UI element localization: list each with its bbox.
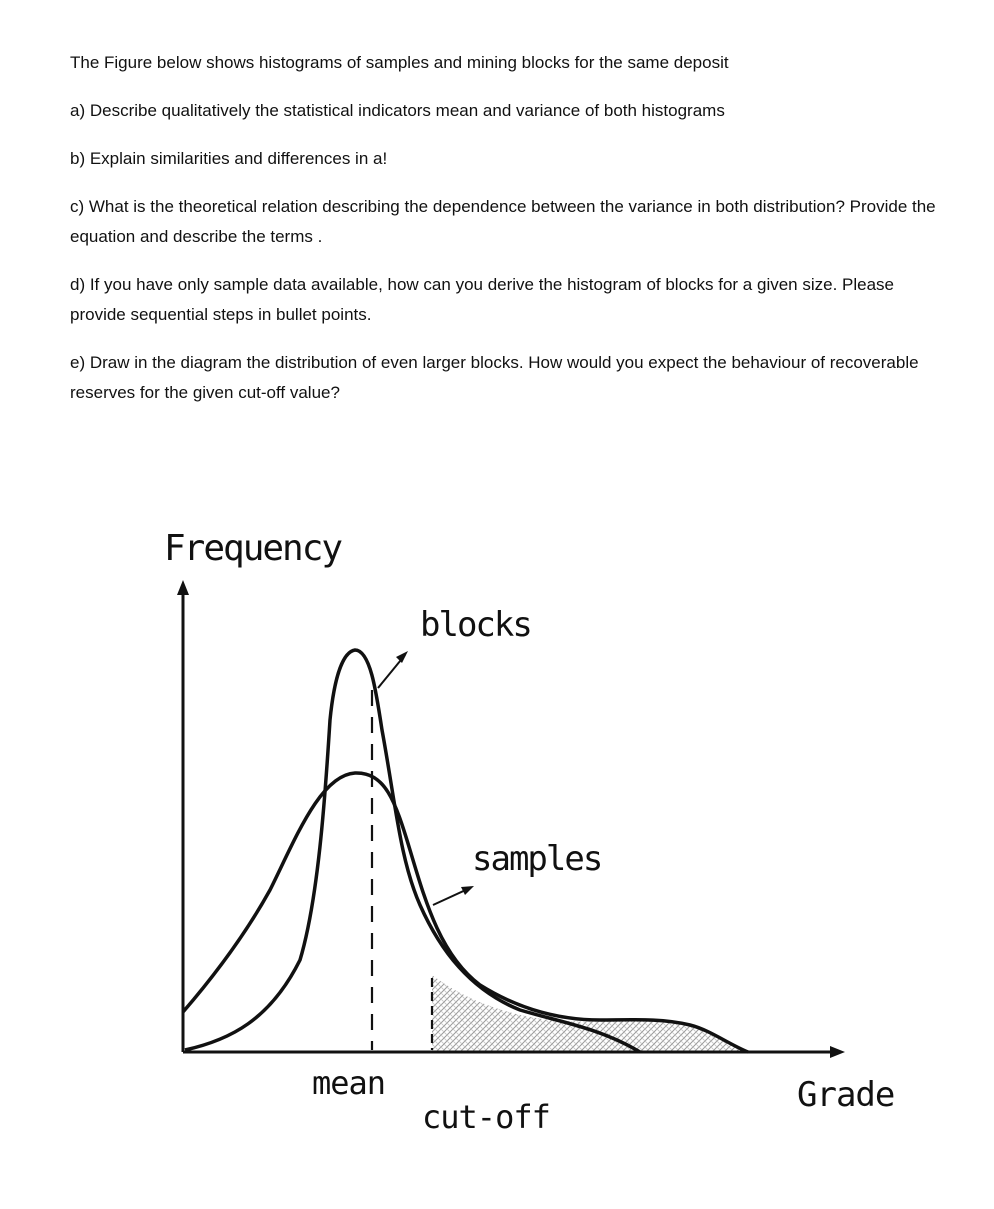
y-axis-arrow — [177, 580, 189, 595]
cutoff-label: cut-off — [422, 1098, 550, 1136]
x-axis-arrow — [830, 1046, 845, 1058]
blocks-label: blocks — [420, 605, 531, 645]
question-c: c) What is the theoretical relation describing the dependence between the variance in both distribution? Provide the equation and describe the terms . — [70, 197, 936, 246]
question-b: b) Explain similarities and differences in a! — [70, 149, 388, 168]
y-axis-label: Frequency — [164, 528, 342, 569]
question-e: e) Draw in the diagram the distribution of even larger blocks. How would you expect the behaviour of recoverable reserves for the given cut-off value? — [70, 353, 919, 402]
samples-label: samples — [472, 839, 602, 879]
mean-label: mean — [312, 1064, 386, 1102]
samples-pointer-head — [461, 886, 474, 895]
intro-text: The Figure below shows histograms of samples and mining blocks for the same deposit — [70, 53, 729, 72]
blocks-pointer-head — [396, 651, 408, 663]
x-axis-label: Grade — [797, 1075, 895, 1115]
question-d: d) If you have only sample data available, how can you derive the histogram of blocks for a given size. Please provide sequential steps in bullet points. — [70, 275, 895, 324]
question-a: a) Describe qualitatively the statistical indicators mean and variance of both histograms — [70, 101, 725, 120]
